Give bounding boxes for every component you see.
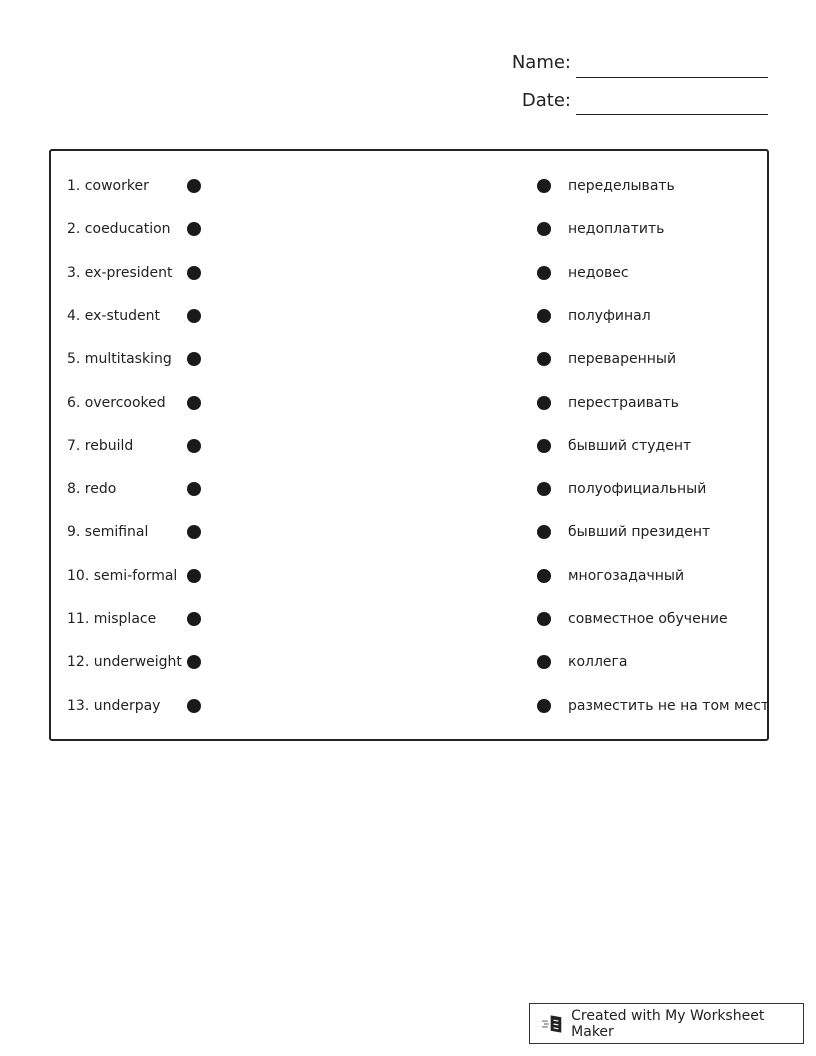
right-match-dot[interactable]	[537, 655, 551, 669]
match-row	[51, 522, 767, 542]
right-term: многозадачный	[568, 567, 685, 584]
right-match-dot[interactable]	[537, 396, 551, 410]
right-term: полуфинал	[568, 307, 651, 324]
left-term: 5. multitasking	[67, 351, 172, 368]
match-row	[51, 566, 767, 586]
left-match-dot[interactable]	[187, 569, 201, 583]
left-term: 3. ex-president	[67, 264, 173, 281]
footer-badge	[529, 1003, 804, 1044]
left-match-dot[interactable]	[187, 352, 201, 366]
match-row	[51, 609, 767, 629]
right-match-dot[interactable]	[537, 525, 551, 539]
left-term: 1. coworker	[67, 178, 149, 194]
left-match-dot[interactable]	[187, 266, 201, 280]
match-row	[51, 479, 767, 499]
left-match-dot[interactable]	[187, 396, 201, 410]
name-label-text: Name:	[511, 52, 571, 73]
left-match-dot[interactable]	[187, 699, 201, 713]
right-match-dot[interactable]	[537, 352, 551, 366]
left-term: 7. rebuild	[67, 437, 134, 454]
right-term: совместное обучение	[568, 611, 728, 627]
right-match-dot[interactable]	[537, 309, 551, 323]
date-label-text: Date:	[521, 90, 571, 111]
right-term: недовес	[568, 264, 629, 281]
left-match-dot[interactable]	[187, 612, 201, 626]
match-row	[51, 436, 767, 456]
footer-text: Created with My Worksheet Maker	[571, 1007, 765, 1040]
right-term: перестраивать	[568, 394, 679, 411]
left-match-dot[interactable]	[187, 439, 201, 453]
right-term: разместить не на том мест	[568, 697, 770, 714]
right-match-dot[interactable]	[537, 439, 551, 453]
right-match-dot[interactable]	[537, 482, 551, 496]
name-label	[470, 52, 571, 76]
match-row	[51, 176, 767, 196]
match-row	[51, 219, 767, 239]
worksheet-maker-logo-icon	[542, 1013, 565, 1035]
left-match-dot[interactable]	[187, 222, 201, 236]
right-term: коллега	[568, 654, 628, 671]
match-row	[51, 349, 767, 369]
match-row	[51, 696, 770, 716]
left-term: 8. redo	[67, 481, 117, 498]
left-term: 9. semifinal	[67, 524, 149, 541]
left-match-dot[interactable]	[187, 655, 201, 669]
match-row	[51, 652, 767, 672]
right-match-dot[interactable]	[537, 222, 551, 236]
left-term: 4. ex-student	[67, 307, 161, 324]
match-row	[51, 393, 767, 413]
left-term: 2. coeducation	[67, 221, 171, 238]
match-row	[51, 306, 767, 326]
right-term: полуофициальный	[568, 481, 707, 498]
right-match-dot[interactable]	[537, 569, 551, 583]
left-match-dot[interactable]	[187, 525, 201, 539]
name-field-line[interactable]	[576, 77, 768, 78]
right-term: переделывать	[568, 178, 675, 194]
right-term: недоплатить	[568, 221, 665, 238]
left-match-dot[interactable]	[187, 179, 201, 193]
date-label	[470, 90, 571, 114]
left-match-dot[interactable]	[187, 309, 201, 323]
left-term: 10. semi-formal	[67, 567, 178, 584]
right-match-dot[interactable]	[537, 266, 551, 280]
left-term: 6. overcooked	[67, 394, 166, 411]
date-field-line[interactable]	[576, 114, 768, 115]
right-match-dot[interactable]	[537, 612, 551, 626]
left-term: 13. underpay	[67, 697, 161, 714]
left-term: 11. misplace	[67, 611, 157, 627]
right-term: переваренный	[568, 351, 677, 368]
matching-box	[49, 149, 769, 741]
left-term: 12. underweight	[67, 654, 182, 671]
right-match-dot[interactable]	[537, 179, 551, 193]
right-match-dot[interactable]	[537, 699, 551, 713]
right-term: бывший президент	[568, 524, 711, 541]
right-term: бывший студент	[568, 437, 692, 454]
match-row	[51, 263, 767, 283]
left-match-dot[interactable]	[187, 482, 201, 496]
